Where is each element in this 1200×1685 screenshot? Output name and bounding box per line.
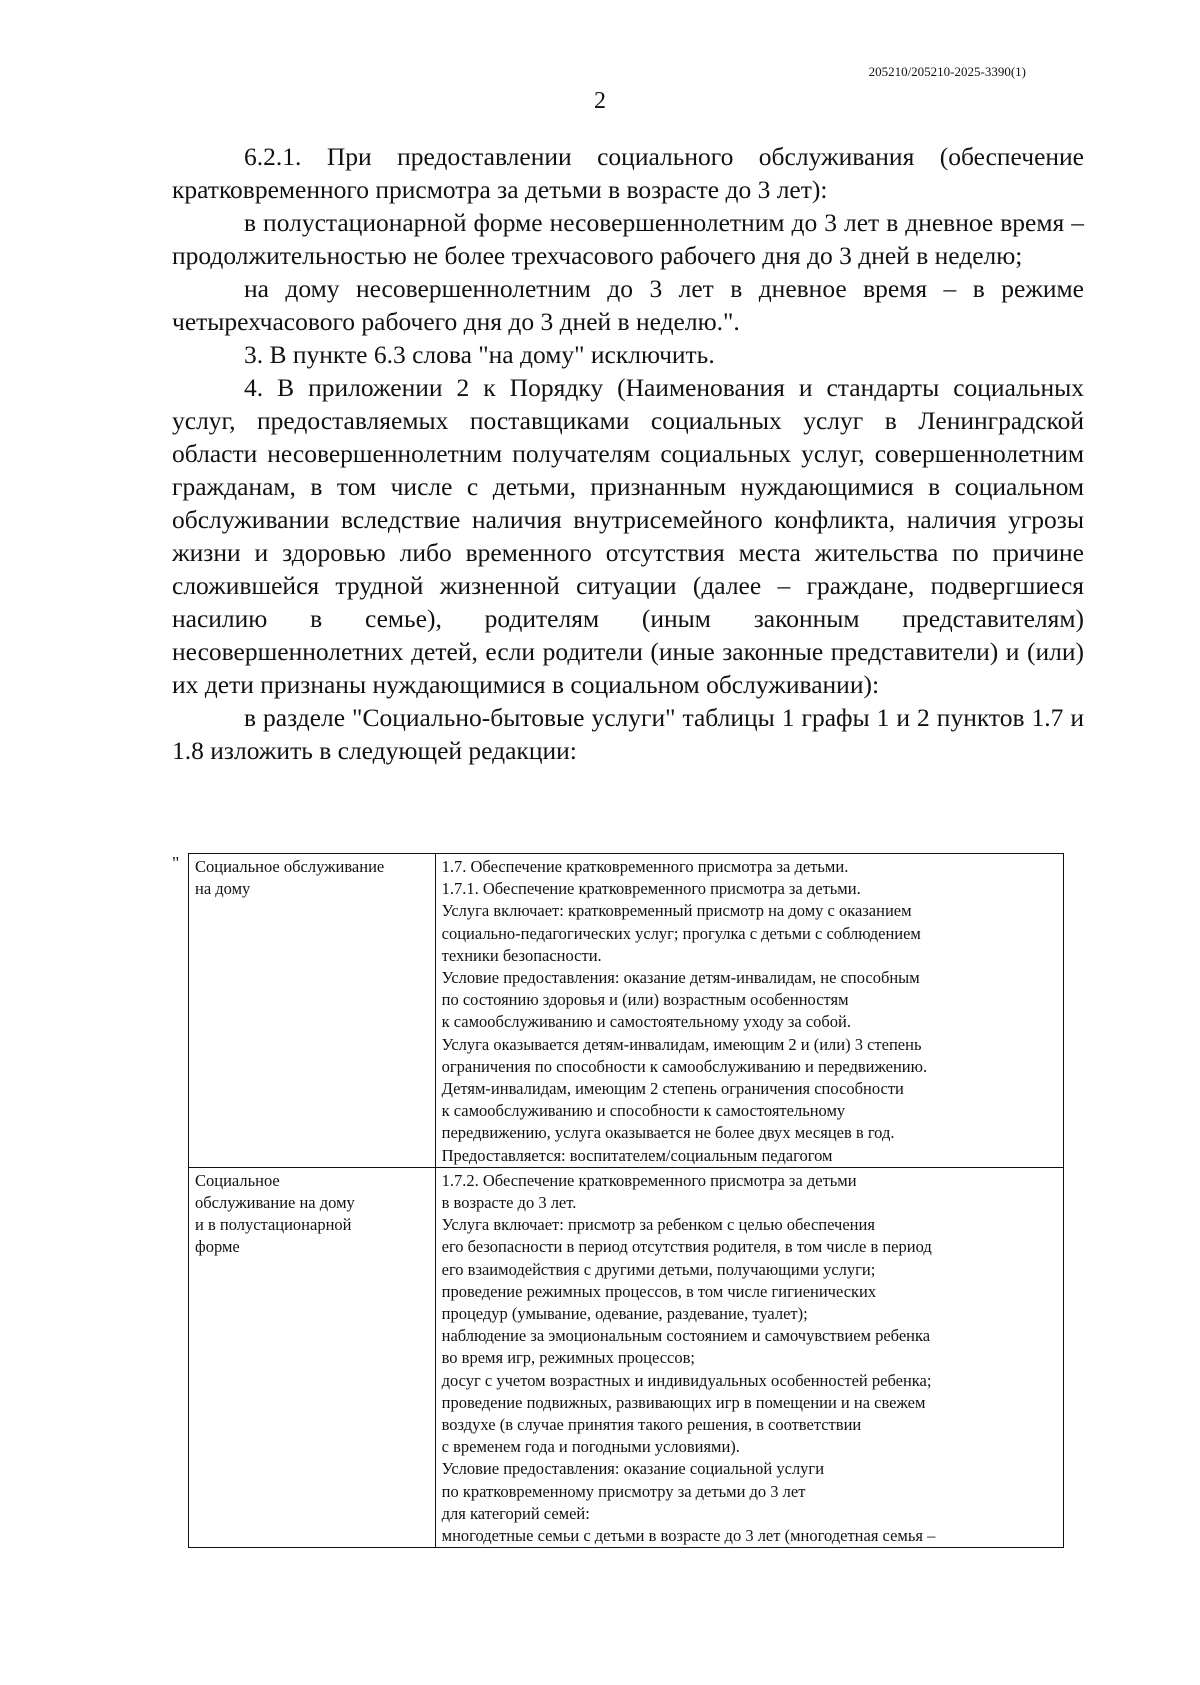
service-description-line: для категорий семей:: [441, 1503, 590, 1523]
service-description-line: ограничения по способности к самообслуживанию и передвижению.: [441, 1056, 928, 1076]
service-form-line: форме: [195, 1237, 240, 1257]
table-row: [189, 1167, 1064, 1547]
service-description-line: его взаимодействия с другими детьми, получающими услуги;: [441, 1259, 876, 1279]
service-description-line: досуг с учетом возрастных и индивидуальных особенностей ребенка;: [441, 1370, 932, 1390]
service-description-line: по состоянию здоровья и (или) возрастным особенностям: [441, 990, 849, 1010]
service-description-line: к самообслуживанию и способности к самостоятельному: [441, 1101, 846, 1121]
paragraph-table-intro: в разделе "Социально-бытовые услуги" таблицы 1 графы 1 и 2 пунктов 1.7 и 1.8 изложить в следующей редакции:: [172, 703, 1084, 765]
service-description-line: техники безопасности.: [441, 945, 602, 965]
services-table: [188, 853, 1064, 1548]
service-form-line: на дому: [195, 879, 251, 899]
service-form-cell: [189, 854, 436, 1168]
service-description-line: во время игр, режимных процессов;: [441, 1348, 695, 1368]
service-description-cell: [435, 1167, 1063, 1547]
service-description-line: Детям-инвалидам, имеющим 2 степень ограничения способности: [441, 1079, 904, 1099]
service-description-line: наблюдение за эмоциональным состоянием и самочувствием ребенка: [441, 1326, 931, 1346]
service-description-line: проведение режимных процессов, в том числе гигиенических: [441, 1281, 877, 1301]
service-description-line: Услуга оказывается детям-инвалидам, имеющим 2 и (или) 3 степень: [441, 1034, 922, 1054]
service-form-line: Социальное обслуживание: [195, 857, 385, 876]
service-description-line: 1.7. Обеспечение кратковременного присмотра за детьми.: [441, 857, 849, 876]
document-body: [172, 140, 1084, 767]
service-description-line: 1.7.1. Обеспечение кратковременного присмотра за детьми.: [441, 879, 861, 899]
service-description-line: Условие предоставления: оказание социальной услуги: [441, 1459, 825, 1479]
service-description-line: передвижению, услуга оказывается не более двух месяцев в год.: [441, 1123, 895, 1143]
service-description-line: в возрасте до 3 лет.: [441, 1193, 577, 1213]
service-description-line: Услуга включает: кратковременный присмотр на дому с оказанием: [441, 901, 912, 921]
service-description-line: Условие предоставления: оказание детям-инвалидам, не способным: [441, 968, 920, 988]
paragraph-item-4: 4. В приложении 2 к Порядку (Наименования и стандарты социальных услуг, предоставляемых поставщиками социальных услуг в Ленинградской области несовершеннолетним получателям социальных услуг, совершеннолетним гражданам, в том числе с детьми, признанным нуждающимися в социальном обслуживании вследствие наличия внутрисемейного конфликта, наличия угрозы жизни и здоровью либо временного отсутствия места жительства по причине сложившейся трудной жизненной ситуации (далее – граждане, подвергшиеся насилию в семье), родителям (иным законным представителям) несовершеннолетних детей, если родители (иные законные представители) и (или) их дети признаны нуждающимися в социальном обслуживании):: [172, 373, 1084, 699]
paragraph-item-3: 3. В пункте 6.3 слова "на дому" исключить.: [244, 340, 715, 369]
service-description-line: по кратковременному присмотру за детьми до 3 лет: [441, 1481, 806, 1501]
service-form-line: и в полустационарной: [195, 1215, 352, 1235]
service-description-cell: [435, 854, 1063, 1168]
document-id: 205210/205210-2025-3390(1): [868, 64, 1026, 79]
table-open-quote: ": [172, 853, 180, 873]
service-description-line: к самообслуживанию и самостоятельному уходу за собой.: [441, 1012, 851, 1032]
service-description-line: многодетные семьи с детьми в возрасте до 3 лет (многодетная семья –: [441, 1526, 936, 1546]
service-form-cell: [189, 1167, 436, 1547]
service-form-line: Социальное: [195, 1170, 280, 1190]
service-description-line: его безопасности в период отсутствия родителя, в том числе в период: [441, 1237, 932, 1257]
service-description-line: 1.7.2. Обеспечение кратковременного присмотра за детьми: [441, 1170, 857, 1190]
service-description-line: Услуга включает: присмотр за ребенком с целью обеспечения: [441, 1215, 875, 1235]
paragraph-semistationary: в полустационарной форме несовершеннолетним до 3 лет в дневное время – продолжительностью не более трехчасового рабочего дня до 3 дней в неделю;: [172, 208, 1084, 270]
service-description-line: Предоставляется: воспитателем/социальным педагогом: [441, 1145, 833, 1165]
table-row: [189, 854, 1064, 1168]
service-form-line: обслуживание на дому: [195, 1193, 355, 1213]
service-description-line: с временем года и погодными условиями).: [441, 1437, 740, 1457]
service-description-line: проведение подвижных, развивающих игр в помещении и на свежем: [441, 1392, 926, 1412]
paragraph-at-home: на дому несовершеннолетним до 3 лет в дневное время – в режиме четырехчасового рабочего дня до 3 дней в неделю.".: [172, 274, 1084, 336]
service-description-line: социально-педагогических услуг; прогулка с детьми с соблюдением: [441, 923, 921, 943]
service-description-line: процедур (умывание, одевание, раздевание, туалет);: [441, 1304, 808, 1324]
paragraph-6-2-1: 6.2.1. При предоставлении социального обслуживания (обеспечение кратковременного присмотра за детьми в возрасте до 3 лет):: [172, 142, 1084, 204]
page-number: 2: [594, 88, 606, 114]
service-description-line: воздухе (в случае принятия такого решения, в соответствии: [441, 1415, 862, 1435]
